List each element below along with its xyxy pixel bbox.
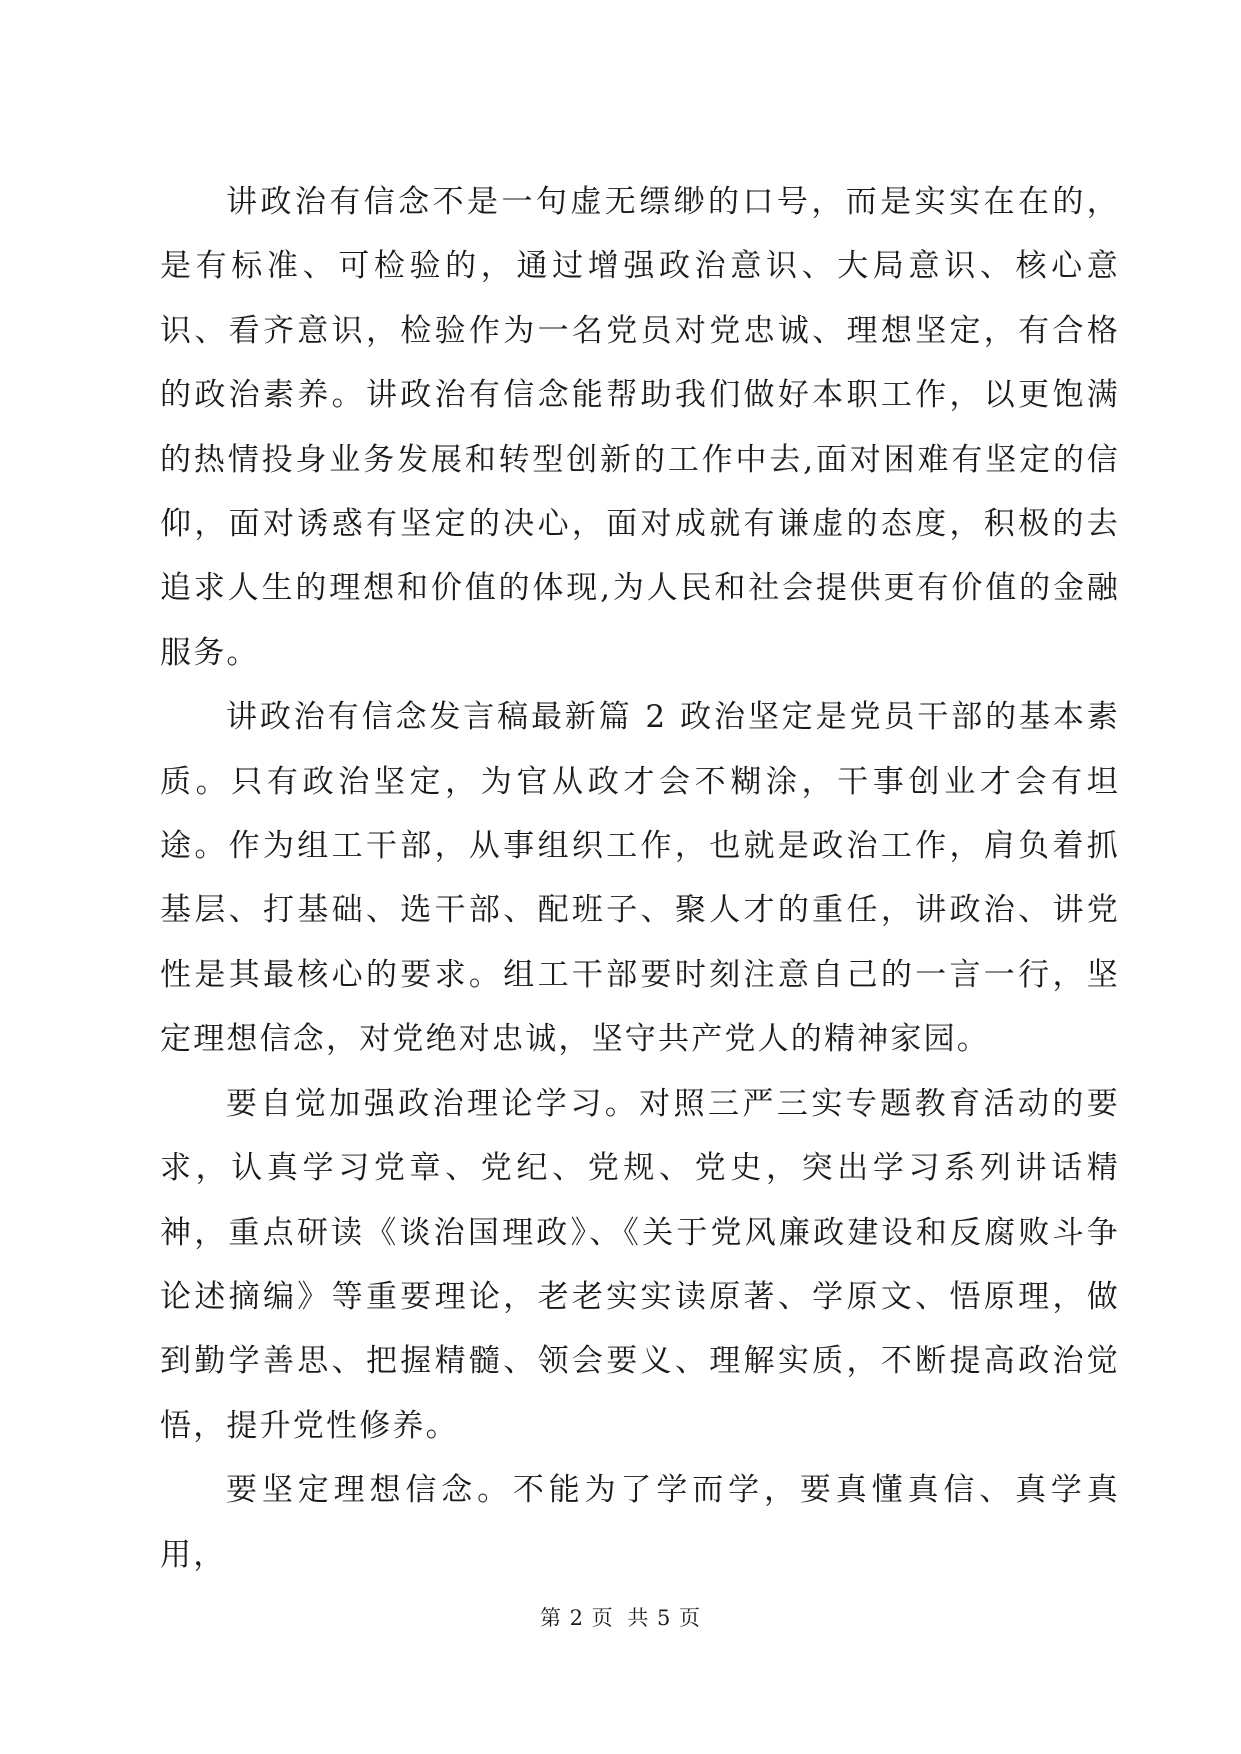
page-total: 共 5 页	[627, 1606, 702, 1630]
page-footer	[0, 1602, 1241, 1632]
page-number: 第 2 页	[539, 1606, 614, 1630]
paragraph-2: 讲政治有信念发言稿最新篇 2 政治坚定是党员干部的基本素质。只有政治坚定，为官从政才会不糊涂，干事创业才会有坦途。作为组工干部，从事组织工作，也就是政治工作，肩负着抓基层、打基础、选干部、配班子、聚人才的重任，讲政治、讲党性是其最核心的要求。组工干部要时刻注意自己的一言一行，坚定理想信念，对党绝对忠诚，坚守共产党人的精神家园。	[160, 699, 1120, 1058]
paragraph-3: 要自觉加强政治理论学习。对照三严三实专题教育活动的要求，认真学习党章、党纪、党规、党史，突出学习系列讲话精神，重点研读《谈治国理政》、《关于党风廉政建设和反腐败斗争论述摘编》等重要理论，老老实实读原著、学原文、悟原理，做到勤学善思、把握精髓、领会要义、理解实质，不断提高政治觉悟，提升党性修养。	[160, 1085, 1120, 1444]
document-body	[160, 170, 1120, 1587]
paragraph-1: 讲政治有信念不是一句虚无缥缈的口号，而是实实在在的，是有标准、可检验的，通过增强政治意识、大局意识、核心意识、看齐意识，检验作为一名党员对党忠诚、理想坚定，有合格的政治素养。讲政治有信念能帮助我们做好本职工作，以更饱满的热情投身业务发展和转型创新的工作中去,面对困难有坚定的信仰，面对诱惑有坚定的决心，面对成就有谦虚的态度，积极的去追求人生的理想和价值的体现,为人民和社会提供更有价值的金融服务。	[160, 184, 1120, 671]
paragraph-4: 要坚定理想信念。不能为了学而学，要真懂真信、真学真用，	[160, 1472, 1120, 1573]
